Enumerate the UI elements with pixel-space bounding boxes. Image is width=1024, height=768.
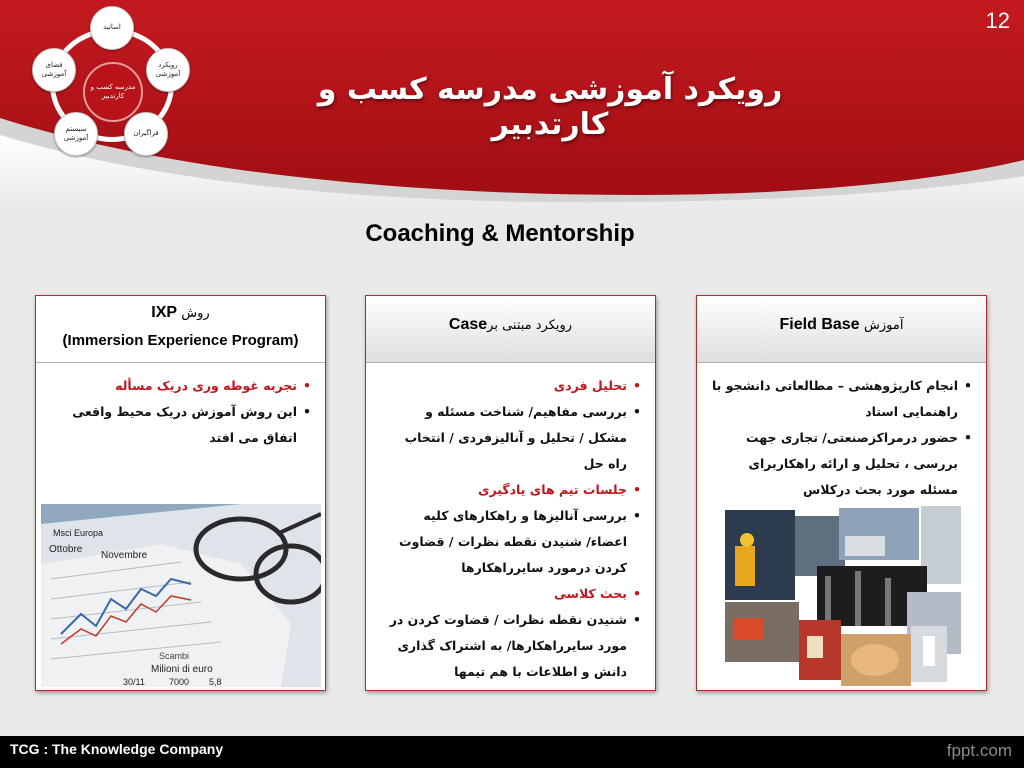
ixp-header <box>36 296 325 363</box>
cycle-node-professors: اساتید <box>90 6 134 50</box>
list-item: • این روش آموزش دریک محیط واقعی اتفاق می افتد <box>50 399 311 451</box>
ixp-body <box>36 363 325 451</box>
list-item: • بررسی مفاهیم/ شناخت مسئله و مشکل / تحلیل و آنالیزفردی / انتخاب راه حل <box>388 399 641 477</box>
newspaper-glasses-image <box>41 504 321 687</box>
slide-title: رویکرد آموزشی مدرسه کسب و کارتدبیر <box>317 72 783 142</box>
ixp-head-full: (Immersion Experience Program) <box>62 332 299 349</box>
ixp-head-en: IXP <box>151 304 177 321</box>
field-bullet-list <box>711 373 972 503</box>
list-item: • بحث کلاسی <box>388 581 641 607</box>
image-text: Msci Europa <box>53 528 104 538</box>
cycle-node-learners: فراگیران <box>124 112 168 156</box>
image-text: Milioni di euro <box>151 664 213 675</box>
list-item: • بررسی آنالیزها و راهکارهای کلیه اعضاء/ شنیدن نقطه نظرات / قضاوت کردن درمورد سایرراهکارها <box>388 503 641 581</box>
list-item: • تحلیل فردی <box>388 373 641 399</box>
footer-watermark: fppt.com <box>946 741 1012 760</box>
case-body <box>366 363 655 685</box>
slide-subtitle: Coaching & Mentorship <box>365 220 635 247</box>
cycle-node-approach: رویکرد آموزشی <box>146 48 190 92</box>
footer-company: TCG : The Knowledge Company <box>10 741 224 757</box>
cycle-center: مدرسه کسب و کارتدبیر <box>83 62 143 122</box>
list-item: • شنیدن نقطه نظرات / قضاوت کردن در مورد سایرراهکارها/ به اشتراک گذاری دانش و اطلاعات با هم تیمها <box>388 607 641 685</box>
list-item: • تجربه غوطه وری دریک مسأله <box>50 373 311 399</box>
case-head-fa: رویکرد مبتنی بر <box>487 318 573 333</box>
image-text: Novembre <box>101 550 148 561</box>
image-text: 7000 <box>169 677 190 687</box>
field-header <box>697 296 986 363</box>
ixp-panel <box>35 295 326 691</box>
field-head-fa: آموزش <box>864 318 904 333</box>
field-panel <box>696 295 987 691</box>
footer-bar <box>0 736 1024 768</box>
case-head-en: Case <box>448 316 488 333</box>
ixp-bullet-list <box>50 373 311 451</box>
case-panel <box>365 295 656 691</box>
image-text: Ottobre <box>49 544 83 555</box>
cycle-node-space: فضای آموزشی <box>32 48 76 92</box>
industrial-collage-image <box>725 506 961 688</box>
image-text: 5,8 <box>209 677 222 687</box>
field-body <box>697 363 986 503</box>
list-item: • انجام کارپژوهشی – مطالعاتی دانشجو با راهنمایی استاد <box>711 373 972 425</box>
list-item: • حضور درمراکزصنعتی/ تجاری جهت بررسی ، تحلیل و ارائه راهکاربرای مسئله مورد بحث درکلاس <box>711 425 972 503</box>
field-head-en: Field Base <box>779 316 860 333</box>
image-text: Scambi <box>159 651 190 661</box>
cycle-diagram <box>28 6 200 158</box>
page-number: 12 <box>985 8 1010 33</box>
image-text: 30/11 <box>123 677 145 687</box>
case-header <box>366 296 655 363</box>
list-item: • جلسات تیم های یادگیری <box>388 477 641 503</box>
ixp-head-fa: روش <box>181 306 210 321</box>
cycle-node-system: سیستم آموزشی <box>54 112 98 156</box>
case-bullet-list <box>388 373 641 685</box>
